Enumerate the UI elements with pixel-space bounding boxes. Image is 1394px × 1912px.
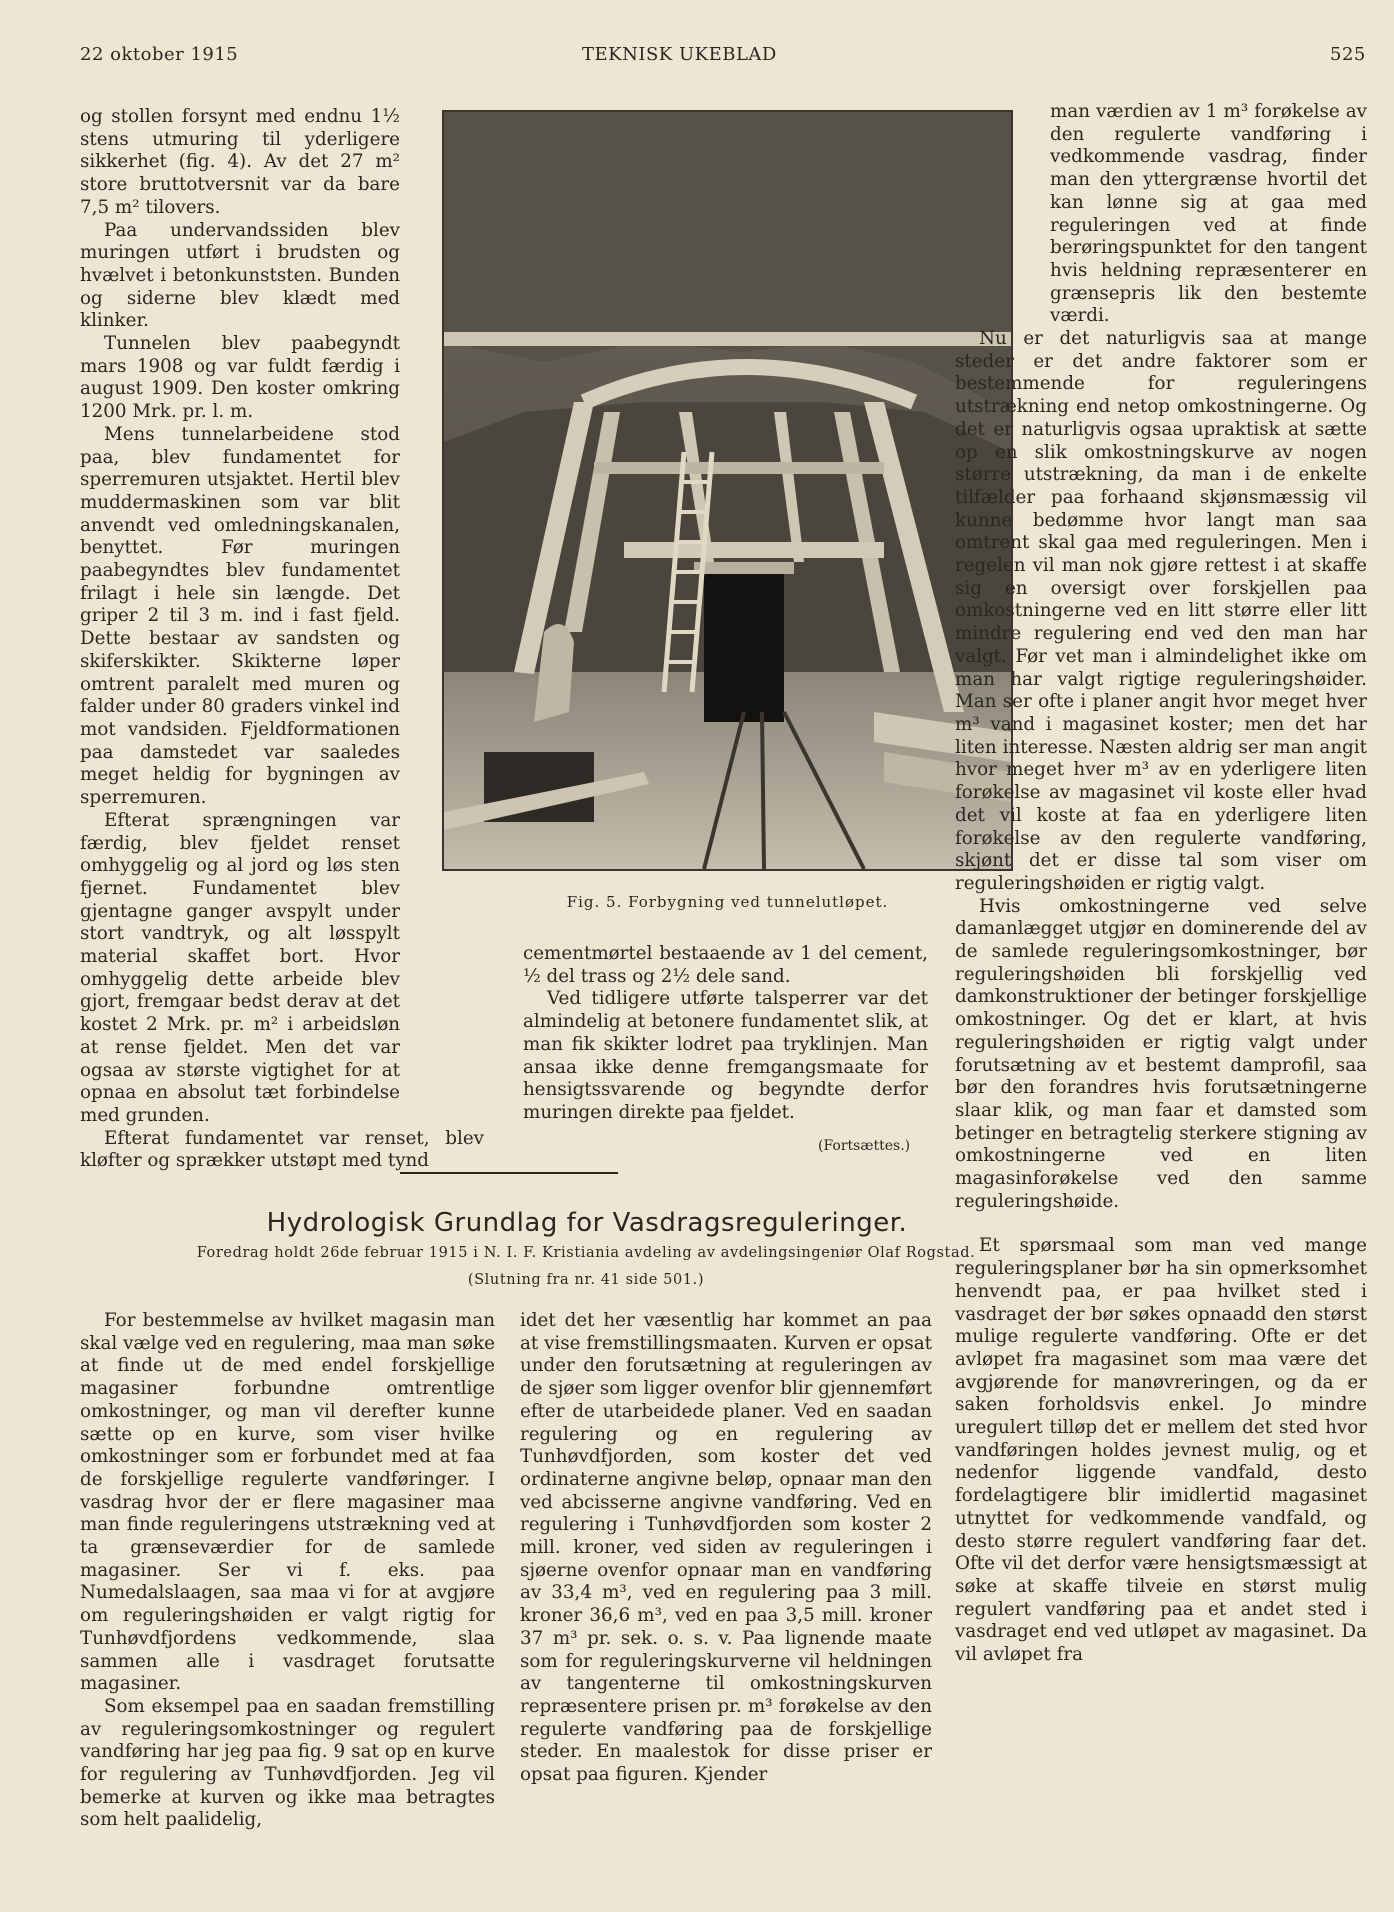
- article-continuation: (Slutning fra nr. 41 side 501.): [467, 1272, 705, 1288]
- section-divider: [400, 1172, 618, 1174]
- column-right: [955, 101, 1367, 1667]
- paragraph: og stollen forsynt med endnu 1½ stens utmuring til yderligere sikkerhet (fig. 4). Av det 27 m² store bruttotversnit var da bare 7,5 m² tilovers.: [80, 106, 400, 218]
- article-title: Hydrologisk Grundlag for Vasdragsreguleringer.: [266, 1208, 908, 1238]
- paragraph: cementmørtel bestaaende av 1 del cement, ½ del trass og 2½ dele sand.: [523, 943, 928, 987]
- tunnel-photo-icon: [444, 112, 1011, 869]
- paragraph: Efterat fundamentet var renset, blev kløfter og sprækker utstøpt med tynd: [80, 1127, 484, 1172]
- paragraph: Paa undervandssiden blev muringen utført i brudsten og hvælvet i betonkunststen. Bunden og siderne blev klædt med klinker.: [80, 219, 400, 332]
- paragraph: idet det her væsentlig har kommet an paa at vise fremstillingsmaaten. Kurven er opsat under den forutsætning at reguleringen av de sjøer som ligger ovenfor blir gjennemført efter de utarbeidede planer. Ved en saadan regulering og en regulering av Tunhøvdfjorden, som koster det ved ordinaterne angivne beløp, opnaar man den ved abcisserne angivne vandføring. Ved en regulering i Tunhøvdfjorden som koster 2 mill. kroner, ved siden av reguleringen i sjøerne ovenfor opnaar man en vandføring av 33,4 m³, ved en regulering paa 3 mill. kroner 36,6 m³, ved en paa 3,5 mill. kroner 37 m³ pr. sek. o. s. v. Paa lignende maate som for reguleringskurverne vil heldningen av tangenterne til omkostningskurven repræsentere prisen pr. m³ forøkelse av den regulerte vandføring paa de forskjellige steder. En maalestok for disse priser er opsat paa figuren. Kjender: [520, 1310, 932, 1786]
- header-date: 22 oktober 1915: [80, 44, 239, 65]
- article-subtitle: Foredrag holdt 26de februar 1915 i N. I. F. Kristiania avdeling av avdelingsingeniør Olaf Rogstad.: [196, 1245, 976, 1261]
- column-middle-bottom: [520, 1310, 932, 1787]
- paragraph: Efterat sprængningen var færdig, blev fjeldet renset omhyggelig og al jord og løs sten fjernet. Fundamentet blev gjentagne ganger avspylt under stort vandtryk, og alt løsspylt material skaffet bort. Hvor omhyggelig dette arbeide blev gjort, fremgaar bedst derav at det kostet 2 Mrk. pr. m² i arbeidsløn at rense fjeldet. Men det var ogsaa av største vigtighet for at opnaa en absolut tæt forbindelse med grunden.: [80, 809, 400, 1126]
- paragraph: man værdien av 1 m³ forøkelse av den regulerte vandføring i vedkommende vasdrag, finder man den yttergrænse hvortil det kan lønne sig at gaa med reguleringen ved at finde berøringspunktet for den tangent hvis heldning repræsenterer en grænsepris lik den bestemte værdi.: [1050, 101, 1367, 327]
- header-page-number: 525: [1330, 44, 1366, 65]
- figure-caption: Fig. 5. Forbygning ved tunnelutløpet.: [566, 893, 889, 911]
- paragraph: Mens tunnelarbeidene stod paa, blev fundamentet for sperremuren utsjaktet. Hertil blev muddermaskinen som var blit anvendt ved omledningskanalen, benyttet. Før muringen paabegyndtes blev fundamentet frilagt i hele sin længde. Det griper 2 til 3 m. ind i fast fjeld. Dette bestaar av sandsten og skiferskikter. Skikterne løper omtrent paralelt med muren og falder under 80 graders vinkel ind mot vandsiden. Fjeldformationen paa damstedet var saaledes meget heldig for bygningen av sperremuren.: [80, 423, 400, 809]
- tunnel-photo-figure: [442, 110, 1013, 871]
- paragraph: For bestemmelse av hvilket magasin man skal vælge ved en regulering, maa man søke at finde ut de med endel forskjellige magasiner forbundne omtrentlige omkostninger, og man vil derefter kunne sætte op en kurve, som viser hvilke omkostninger som er forbundet med at faa de forskjellige regulerte vandføringer. I vasdrag hvor der er flere magasiner maa man finde reguleringens utstrækning ved at ta grænseværdier for de samlede magasiner. Ser vi f. eks. paa Numedalslaagen, saa maa vi for at avgjøre om reguleringshøiden er valgt rigtig for Tunhøvdfjordens vedkommende, slaa sammen alle i vasdraget forutsatte magasiner.: [80, 1310, 495, 1695]
- column-middle-top: [523, 943, 928, 1125]
- paragraph: Et spørsmaal som man ved mange reguleringsplaner bør ha sin opmerksomhet henvendt paa, er paa hvilket sted i vasdraget der bør søkes opnaadd den størst mulige regulerte vandføring. Ofte er det avløpet fra magasinet som maa være det avgjørende for manøvreringen, og da er saken forholdsvis enkel. Jo mindre uregulert tilløp det er mellem det sted hvor vandføringen holdes jevnest mulig, og et nedenfor liggende vandfald, desto fordelagtigere blir imidlertid magasinet utnyttet for vedkommende vandfald, og desto større regulert vandføring faar det. Ofte vil det derfor være hensigtsmæssigt at søke at skaffe tilveie en størst mulig regulert vandføring paa et andet sted i vasdraget end ved utløpet av magasinet. Da vil avløpet fra: [955, 1235, 1367, 1666]
- continued-note: (Fortsættes.): [818, 1138, 911, 1154]
- paragraph: Tunnelen blev paabegyndt mars 1908 og var fuldt færdig i august 1909. Den koster omkring 1200 Mrk. pr. l. m.: [80, 333, 400, 423]
- column-left-bottom: [80, 1310, 495, 1832]
- header-journal: TEKNISK UKEBLAD: [582, 44, 777, 65]
- column-left-top: [80, 106, 484, 1173]
- paragraph: Som eksempel paa en saadan fremstilling av reguleringsomkostninger og regulert vandføring har jeg paa fig. 9 sat op en kurve for regulering av Tunhøvdfjorden. Jeg vil bemerke at kurven og ikke maa betragtes som helt paalidelig,: [80, 1695, 495, 1831]
- paragraph: Ved tidligere utførte talsperrer var det almindelig at betonere fundamentet slik, at man fik skikter lodret paa tryklinjen. Man ansaa ikke denne fremgangsmaate for hensigtssvarende og begyndte derfor muringen direkte paa fjeldet.: [523, 988, 928, 1123]
- paragraph: Hvis omkostningerne ved selve damanlægget utgjør en dominerende del av de samlede reguleringsomkostninger, bør reguleringshøiden bli forskjellig ved damkonstruktioner der betinger forskjellige omkostninger. Og det er klart, at hvis reguleringshøiden er rigtig valgt under forutsætning av et bestemt damprofil, saa bør den forandres hvis forutsætningerne slaar klik, og man faar et damsted som betinger en betragtelig sterkere stigning av omkostningerne ved en liten magasinforøkelse ved den samme reguleringshøide.: [955, 895, 1367, 1212]
- paragraph: Nu er det naturligvis saa at mange steder er det andre faktorer som er bestemmende for reguleringens utstrækning end netop omkostningerne. Og det er naturligvis ogsaa upraktisk at sætte op en slik omkostningskurve av nogen større utstrækning, da man i de enkelte tilfælder paa forhaand skjønsmæssig vil kunne bedømme hvor langt man saa omtrent skal gaa med reguleringen. Men i regelen vil man nok gjøre rettest i at skaffe sig en oversigt over forskjellen paa omkostningerne ved en litt større eller litt mindre regulering end ved den man har valgt. Før vet man i almindelighet ikke om man har valgt rigtige reguleringshøider. Man ser ofte i planer angit hvor meget hver m³ vand i magasinet koster; men det har liten interesse. Næsten aldrig ser man angit hvor meget hver m³ av en yderligere liten forøkelse av magasinet vil koste eller hvad det vil koste at faa en yderligere liten forøkelse av den regulerte vandføring, skjønt det er disse tal som viser om reguleringshøiden er rigtig valgt.: [955, 328, 1367, 894]
